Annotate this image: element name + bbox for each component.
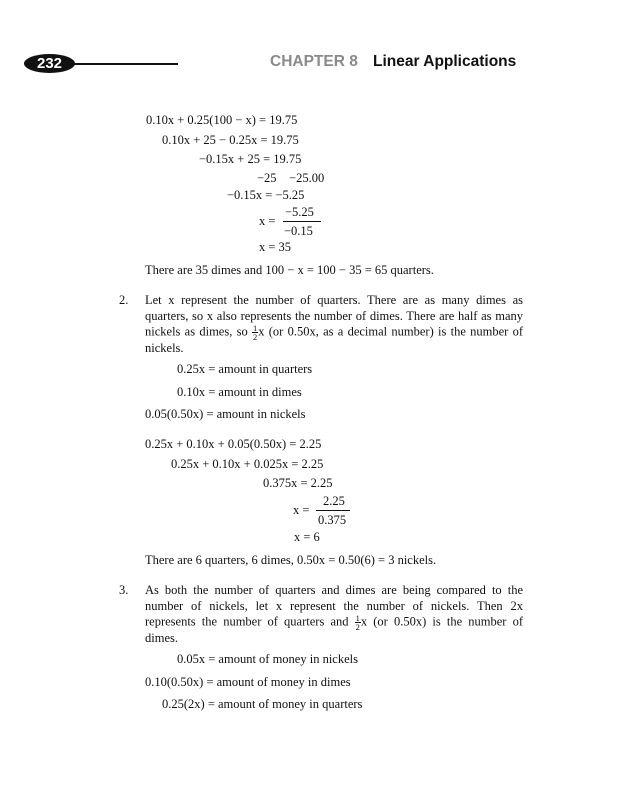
problem-text: As both the number of quarters and dimes are being compared to the number of nickels, let x represent the number of nickels. Then 2x represents the number of quarters and $\frac{1}{2}$ x (or 0.50x) is the number of dimes. — [145, 583, 523, 645]
equation-line: x = 6 — [294, 530, 320, 544]
fraction-bar — [316, 510, 350, 511]
fraction-bar — [283, 221, 321, 222]
equation-line: x = 35 — [259, 240, 292, 254]
problem-number: 3. — [119, 583, 129, 597]
fraction-denominator: 0.375 — [318, 513, 347, 527]
problem-number: 2. — [119, 293, 129, 307]
fraction-numerator: 2.25 — [323, 494, 345, 508]
amount-line: 0.25x = amount in quarters — [177, 362, 313, 376]
chapter-title: Linear Applications — [373, 53, 517, 70]
amount-line: 0.05x = amount of money in nickels — [177, 652, 358, 666]
equation-line: −0.15x = −5.25 — [227, 188, 305, 202]
equation-line: 0.375x = 2.25 — [263, 476, 333, 490]
equation-line: 0.10x + 0.25(100 − x) = 19.75 — [146, 113, 298, 127]
fraction-numerator: −5.25 — [285, 205, 314, 219]
page-number: 232 — [36, 55, 63, 72]
fraction-lhs: x = — [259, 214, 276, 228]
conclusion-text: There are 35 dimes and 100 − x = 100 − 35 = 65 quarters. — [145, 263, 434, 277]
header-rule — [74, 63, 178, 65]
amount-line: 0.25(2x) = amount of money in quarters — [162, 697, 363, 711]
equation-line: 0.25x + 0.10x + 0.05(0.50x) = 2.25 — [145, 437, 322, 451]
amount-line: 0.10(0.50x) = amount of money in dimes — [145, 675, 351, 689]
problem-text: Let x represent the number of quarters. There are as many dimes as quarters, so x also represents the number of dimes. There are half as many nickels as dimes, so $\frac{1}{2}$ x (or 0.50x, as a decimal number) is the number of nickels. — [145, 293, 524, 355]
conclusion-text: There are 6 quarters, 6 dimes, 0.50x = 0.50(6) = 3 nickels. — [145, 553, 437, 567]
equation-line: −25 −25.00 — [257, 171, 325, 185]
amount-line: 0.10x = amount in dimes — [177, 385, 302, 399]
half-fraction: $\frac{1}{2}$ — [252, 323, 258, 342]
fraction-denominator: −0.15 — [284, 224, 313, 238]
amount-line: 0.05(0.50x) = amount in nickels — [145, 407, 306, 421]
chapter-label: CHAPTER 8 — [270, 53, 358, 70]
equation-line: 0.25x + 0.10x + 0.025x = 2.25 — [171, 457, 324, 471]
half-fraction: $\frac{1}{2}$ — [355, 613, 360, 632]
equation-line: −0.15x + 25 = 19.75 — [199, 152, 302, 166]
equation-line: 0.10x + 25 − 0.25x = 19.75 — [162, 133, 299, 147]
fraction-lhs: x = — [293, 503, 310, 517]
